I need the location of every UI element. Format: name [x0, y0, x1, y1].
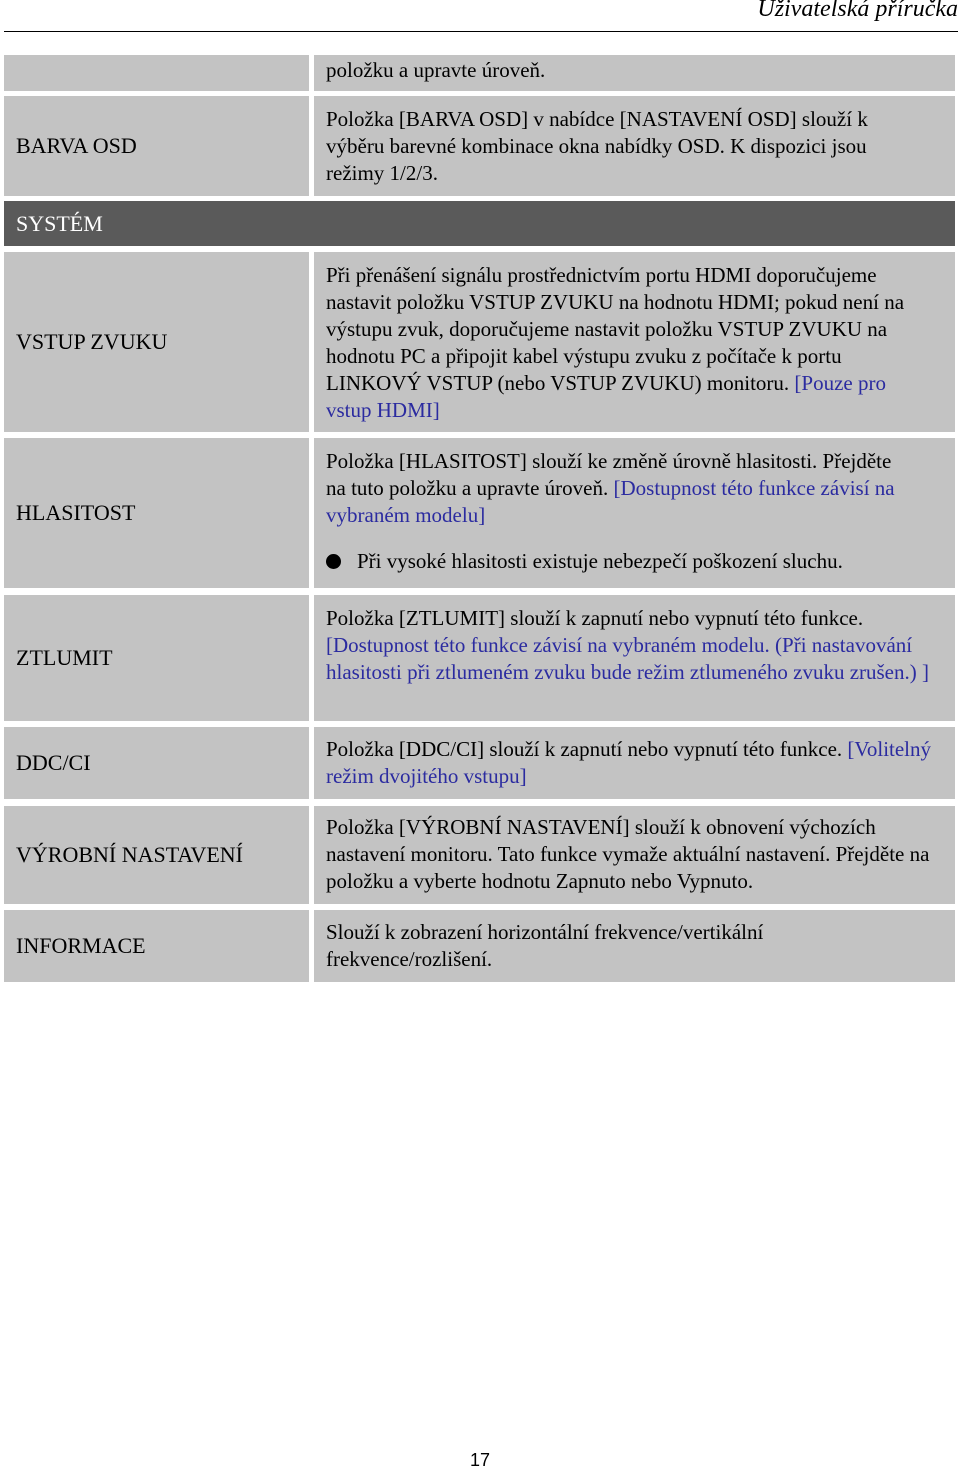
table-row-ddc-ci: [4, 727, 955, 799]
row-label-cell: [4, 910, 309, 982]
table-row-hlasitost: [4, 438, 955, 588]
table-row-vyrobni-nastaveni: [4, 806, 955, 904]
row-desc: [326, 736, 935, 790]
row-label-cell: [4, 55, 309, 91]
row-label: BARVA OSD: [16, 133, 137, 158]
section-header-system: [4, 201, 955, 246]
row-desc-cell: [314, 252, 955, 432]
row-desc-cell: [314, 727, 955, 799]
row-desc: Položka [BARVA OSD] v nabídce [NASTAVENÍ OSD] slouží k výběru barevné kombinace okna nabídky OSD. K dispozici jsou režimy 1/2/3.: [326, 107, 868, 185]
warning-line: [326, 548, 945, 575]
section-title: SYSTÉM: [16, 210, 103, 236]
row-note: [Pouze pro vstup HDMI]: [326, 371, 886, 422]
row-desc: Slouží k zobrazení horizontální frekvence/vertikální frekvence/rozlišení.: [326, 920, 764, 971]
row-desc-text: Položka [HLASITOST] slouží ke změně úrovně hlasitosti. Přejděte na tuto položku a upravte úroveň.: [326, 449, 892, 500]
row-desc-text: Položka [ZTLUMIT] slouží k zapnutí nebo vypnutí této funkce.: [326, 606, 864, 630]
row-desc-cell: [314, 806, 955, 904]
row-desc-cell: [314, 595, 955, 721]
row-label-cell: [4, 96, 309, 196]
row-desc-text: Položka [DDC/CI] slouží k zapnutí nebo vypnutí této funkce.: [326, 737, 843, 761]
row-desc: [326, 262, 905, 424]
table-row-informace: [4, 910, 955, 982]
row-label: DDC/CI: [16, 750, 91, 775]
table-row-continuation: [4, 55, 955, 91]
row-label-cell: [4, 438, 309, 588]
page-number: 17: [469, 1450, 491, 1470]
table-row-vstup-zvuku: [4, 252, 955, 432]
row-desc: [326, 448, 895, 529]
row-label: ZTLUMIT: [16, 645, 113, 670]
row-label: INFORMACE: [16, 933, 146, 958]
row-label-cell: [4, 252, 309, 432]
row-label-cell: [4, 727, 309, 799]
row-label-cell: [4, 806, 309, 904]
bullet-icon: [326, 554, 341, 569]
row-label: VÝROBNÍ NASTAVENÍ: [16, 842, 244, 867]
row-desc: Položka [VÝROBNÍ NASTAVENÍ] slouží k obnovení výchozích nastavení monitoru. Tato funkce vymaže aktuální nastavení. Přejděte na položku a vyberte hodnotu Zapnuto nebo Vypnuto.: [326, 815, 930, 893]
row-note: [Dostupnost této funkce závisí na vybraném modelu]: [326, 476, 895, 527]
row-desc-cell: [314, 96, 955, 196]
row-label: HLASITOST: [16, 500, 136, 525]
table-row-barva-osd: [4, 96, 955, 196]
row-desc-cell: [314, 438, 955, 588]
warning-text: Při vysoké hlasitosti existuje nebezpečí poškození sluchu.: [357, 549, 843, 573]
table-row-ztlumit: [4, 595, 955, 721]
row-desc-text: Při přenášení signálu prostřednictvím portu HDMI doporučujeme nastavit položku VSTUP ZVUKU na hodnotu HDMI; pokud není na výstupu zvuk, doporučujeme nastavit položku VSTUP ZVUKU na hodnotu PC a připojit kabel výstupu zvuku z počítače k portu LINKOVÝ VSTUP (nebo VSTUP ZVUKU) monitoru.: [326, 263, 905, 395]
row-label: VSTUP ZVUKU: [16, 329, 168, 354]
row-note: [Dostupnost této funkce závisí na vybraném modelu. (Při nastavování hlasitosti při ztlumeném zvuku bude režim ztlumeného zvuku zrušen.) ]: [326, 633, 929, 684]
row-desc: položku a upravte úroveň.: [326, 58, 546, 82]
row-desc-cell: [314, 55, 955, 91]
row-desc: [326, 605, 935, 686]
header-rule: [4, 31, 958, 32]
row-desc-cell: [314, 910, 955, 982]
page-header: Uživatelská příručka: [757, 0, 958, 22]
row-label-cell: [4, 595, 309, 721]
row-note: [Volitelný režim dvojitého vstupu]: [326, 737, 932, 788]
